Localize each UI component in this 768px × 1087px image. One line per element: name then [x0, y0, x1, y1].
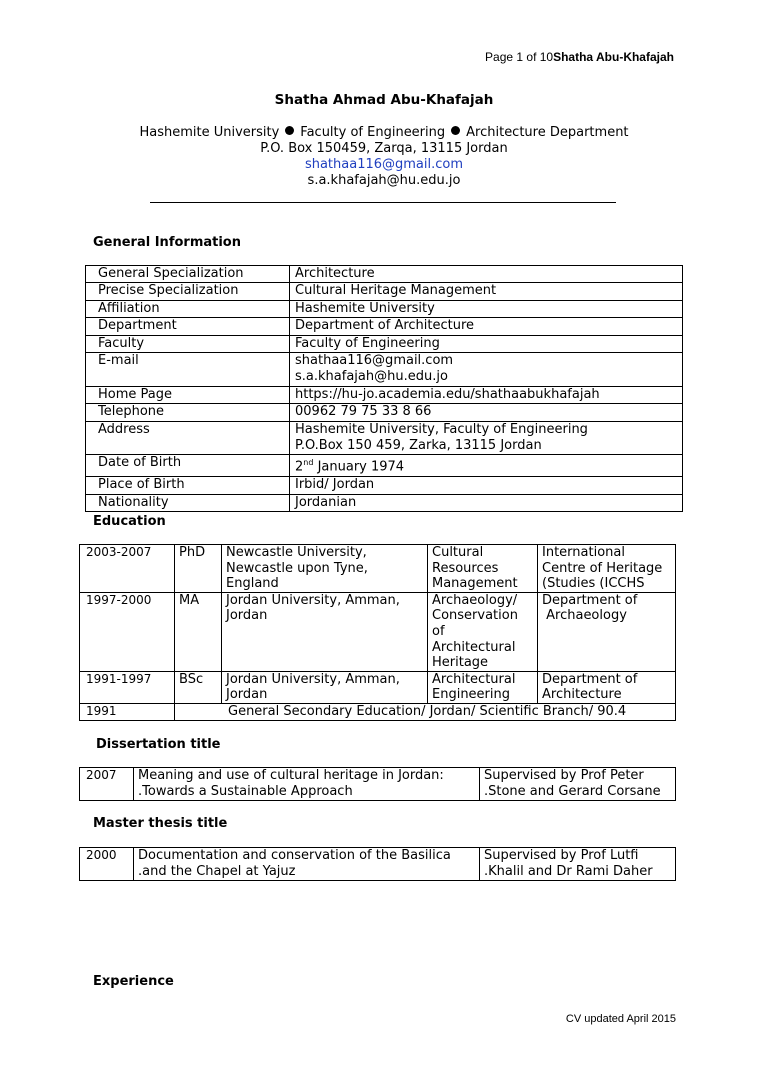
dissertation-title: Meaning and use of cultural heritage in Jordan: .Towards a Sustainable Approach: [134, 768, 480, 801]
edu-years: 1991-1997: [80, 671, 175, 703]
table-row: [80, 768, 676, 801]
field-label: E-mail: [86, 353, 290, 387]
cv-title: Shatha Ahmad Abu-Khafajah: [274, 92, 494, 108]
master-thesis-table: [79, 847, 676, 881]
edu-degree: BSc: [175, 671, 222, 703]
email-link[interactable]: shathaa116@gmail.com: [304, 157, 464, 172]
contact-block: [0, 125, 768, 189]
table-row: [86, 335, 683, 352]
edu-secondary: General Secondary Education/ Jordan/ Scientific Branch/ 90.4: [175, 703, 676, 720]
dissertation-supervisor: Supervised by Prof Peter .Stone and Gerard Corsane: [480, 768, 676, 801]
edu-institution: Jordan University, Amman, Jordan: [222, 671, 428, 703]
header-name: Shatha Abu-Khafajah: [553, 50, 674, 64]
field-label: Affiliation: [86, 300, 290, 317]
department-name: Architecture Department: [466, 125, 629, 140]
table-row: [86, 477, 683, 494]
general-info-table: [85, 265, 683, 512]
dissertation-year: 2007: [80, 768, 134, 801]
edu-years: 1991: [80, 703, 175, 720]
field-value: Architecture: [290, 266, 683, 283]
section-heading-general: General Information: [93, 235, 241, 250]
field-value: 00962 79 75 33 8 66: [290, 404, 683, 421]
field-value: Cultural Heritage Management: [290, 283, 683, 300]
bullet-icon: [285, 126, 294, 135]
page-label: Page 1 of 10: [485, 50, 554, 64]
section-heading-dissertation: Dissertation title: [96, 737, 221, 752]
field-value: 2nd January 1974: [290, 455, 683, 477]
field-value: Department of Architecture: [290, 318, 683, 335]
field-label: Home Page: [86, 386, 290, 403]
table-row: [86, 353, 683, 387]
footer-note: CV updated April 2015: [565, 1013, 676, 1025]
field-label: General Specialization: [86, 266, 290, 283]
field-value: Hashemite University: [290, 300, 683, 317]
field-label: Faculty: [86, 335, 290, 352]
edu-department: Department of Archaeology: [538, 592, 676, 671]
edu-field: Architectural Engineering: [428, 671, 538, 703]
page-header: [485, 50, 674, 64]
table-row: [86, 300, 683, 317]
field-label: Telephone: [86, 404, 290, 421]
edu-department: Department of Architecture: [538, 671, 676, 703]
table-row: [86, 318, 683, 335]
master-year: 2000: [80, 848, 134, 881]
master-supervisor: Supervised by Prof Lutfi .Khalil and Dr Rami Daher: [480, 848, 676, 881]
field-label: Precise Specialization: [86, 283, 290, 300]
field-value: Jordanian: [290, 494, 683, 511]
field-label: Date of Birth: [86, 455, 290, 477]
education-table: [79, 544, 676, 721]
field-label: Nationality: [86, 494, 290, 511]
edu-degree: PhD: [175, 545, 222, 593]
edu-institution: Newcastle University, Newcastle upon Tyne, England: [222, 545, 428, 593]
section-heading-master: Master thesis title: [93, 816, 228, 831]
bullet-icon: [451, 126, 460, 135]
university-name: Hashemite University: [139, 125, 280, 140]
section-heading-education: Education: [93, 514, 166, 529]
master-title: Documentation and conservation of the Basilica .and the Chapel at Yajuz: [134, 848, 480, 881]
field-value: Hashemite University, Faculty of Engineering P.O.Box 150 459, Zarka, 13115 Jordan: [290, 421, 683, 455]
section-heading-experience: Experience: [93, 974, 174, 989]
field-label: Place of Birth: [86, 477, 290, 494]
table-row: [86, 494, 683, 511]
field-value: shathaa116@gmail.com s.a.khafajah@hu.edu.jo: [290, 353, 683, 387]
edu-field: Archaeology/ Conservation of Architectural Heritage: [428, 592, 538, 671]
edu-degree: MA: [175, 592, 222, 671]
faculty-name: Faculty of Engineering: [300, 125, 446, 140]
table-row: [80, 848, 676, 881]
table-row: [80, 703, 676, 720]
dissertation-table: [79, 767, 676, 801]
table-row: [86, 386, 683, 403]
table-row: [80, 545, 676, 593]
divider-line: [150, 202, 616, 203]
table-row: [80, 592, 676, 671]
field-label: Address: [86, 421, 290, 455]
field-value: https://hu-jo.academia.edu/shathaabukhafajah: [290, 386, 683, 403]
table-row: [86, 266, 683, 283]
field-value: Faculty of Engineering: [290, 335, 683, 352]
table-row: [86, 404, 683, 421]
edu-institution: Jordan University, Amman, Jordan: [222, 592, 428, 671]
edu-years: 2003-2007: [80, 545, 175, 593]
edu-field: Cultural Resources Management: [428, 545, 538, 593]
table-row: [86, 283, 683, 300]
email-secondary: s.a.khafajah@hu.edu.jo: [307, 173, 461, 188]
edu-years: 1997-2000: [80, 592, 175, 671]
edu-department: International Centre of Heritage (Studies (ICCHS: [538, 545, 676, 593]
table-row: [86, 455, 683, 477]
affiliation-line: [0, 125, 768, 141]
table-row: [80, 671, 676, 703]
field-value: Irbid/ Jordan: [290, 477, 683, 494]
field-label: Department: [86, 318, 290, 335]
po-box: P.O. Box 150459, Zarqa, 13115 Jordan: [260, 141, 508, 156]
table-row: [86, 421, 683, 455]
